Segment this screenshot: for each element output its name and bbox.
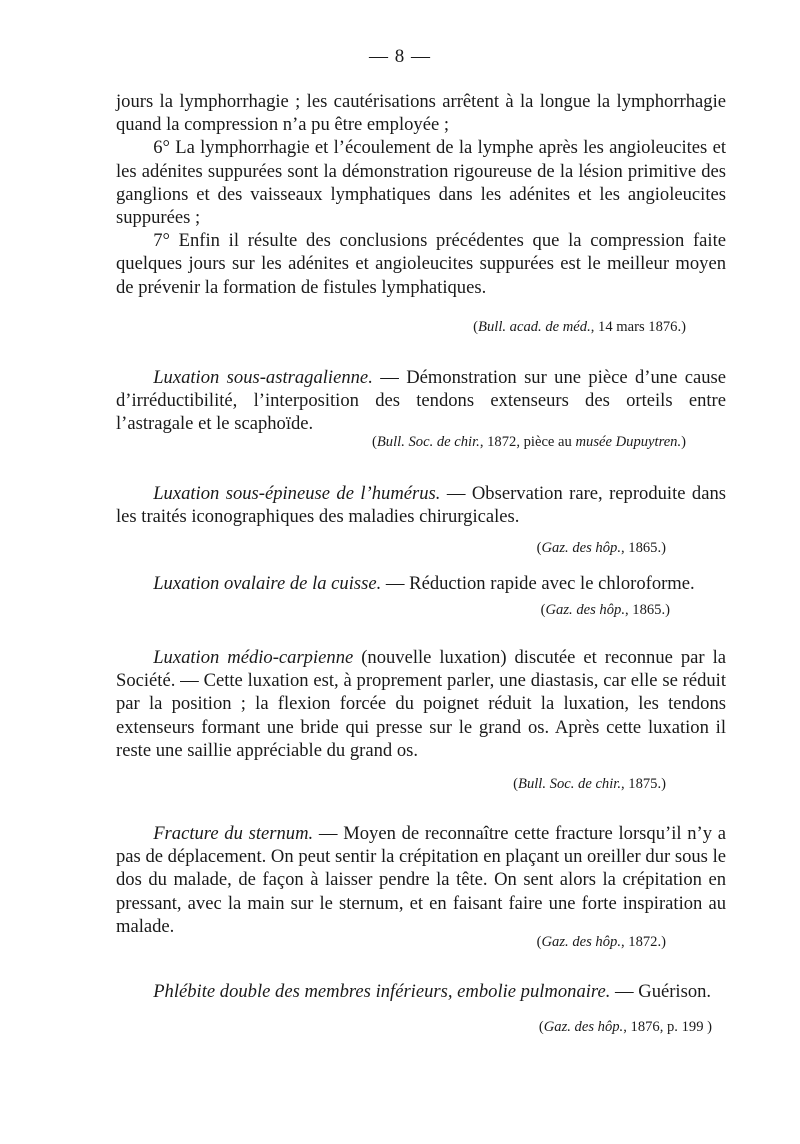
citation-7: (Gaz. des hôp., 1876, p. 199 ) xyxy=(538,1019,712,1035)
section-title: Luxation sous-astragalienne. xyxy=(153,367,373,388)
citation-source: Gaz. des hôp. xyxy=(541,540,621,556)
page-number: — 8 — xyxy=(369,46,431,67)
citation-5: (Bull. Soc. de chir., 1875.) xyxy=(513,776,666,792)
section-body: — Observation rare, reproduite dans les traités iconographiques des maladies chirurgicales. xyxy=(116,483,727,528)
section-title: Luxation ovalaire de la cuisse. xyxy=(153,573,382,594)
citation-date: 1875. xyxy=(628,776,662,792)
citation-1: (Bull. acad. de méd., 14 mars 1876.) xyxy=(473,319,686,335)
section-title: Luxation sous-épineuse de l’humérus. xyxy=(153,483,441,504)
section-luxation-sous-epineuse xyxy=(116,482,726,528)
intro-paragraph-3: 7° Enfin il résulte des conclusions précédentes que la compression faite quelques jours sur les adénites et angioleucites suppurées est le meilleur moyen de prévenir la formation de fistules lymphatiques. xyxy=(116,230,726,298)
section-body: — Démonstration sur une pièce d’une cause d’irréductibilité, l’interposition des tendons extenseurs des orteils entre l’astragale et le scaphoïde. xyxy=(116,367,726,435)
citation-date: 1872. xyxy=(628,934,662,950)
section-body: — Guérison. xyxy=(610,981,712,1002)
section-title: Phlébite double des membres inférieurs, embolie pulmonaire. xyxy=(153,981,611,1002)
section-phlebite-double xyxy=(116,980,726,1003)
section-body: (nouvelle luxation) discutée et reconnue par la Société. — Cette luxation est, à proprement parler, une diastasis, car elle se réduit par la position ; la flexion forcée du poignet réduit la luxation, les tendons extenseurs formant une bride qui presse sur le grand os. Après cette luxation il reste une saillie appréciable du grand os. xyxy=(116,647,726,761)
citation-4: (Gaz. des hôp., 1865.) xyxy=(540,602,670,618)
citation-date: 14 mars 1876. xyxy=(598,319,682,335)
citation-detail: 1876, p. 199 xyxy=(630,1019,704,1035)
citation-source: Gaz. des hôp. xyxy=(545,602,625,618)
citation-6: (Gaz. des hôp., 1872.) xyxy=(536,934,666,950)
citation-detail: 1872, pièce au xyxy=(487,434,572,450)
section-luxation-medio-carpienne xyxy=(116,646,726,762)
intro-block xyxy=(116,90,726,299)
citation-source: Gaz. des hôp. xyxy=(543,1019,624,1035)
section-luxation-sous-astragalienne xyxy=(116,366,726,436)
section-luxation-ovalaire xyxy=(116,572,726,595)
section-title: Luxation médio-carpienne xyxy=(153,647,354,668)
citation-museum: musée Dupuytren. xyxy=(575,434,682,450)
citation-3: (Gaz. des hôp., 1865.) xyxy=(536,540,666,556)
section-title: Fracture du sternum. xyxy=(153,823,314,844)
section-body: — Moyen de reconnaître cette fracture lorsqu’il n’y a pas de déplacement. On peut sentir la crépitation en plaçant un oreiller dur sous le dos du malade, de façon à laisser pendre la tête. On sent alors la crépitation en pressant, avec la main sur le sternum, et en faisant faire une forte inspiration au malade. xyxy=(116,823,726,937)
intro-paragraph-2: 6° La lymphorrhagie et l’écoulement de la lymphe après les angioleucites et les adénites suppurées sont la démonstration rigoureuse de la lésion primitive des ganglions et des vaisseaux lymphatiques dans les adénites et les angioleucites suppurées ; xyxy=(116,137,726,229)
citation-source: Bull. Soc. de chir. xyxy=(376,434,480,450)
intro-paragraph-1: jours la lymphorrhagie ; les cautérisations arrêtent à la longue la lymphorrhagie quand la compression n’a pu être employée ; xyxy=(116,91,726,136)
citation-source: Bull. Soc. de chir. xyxy=(518,776,621,792)
citation-date: 1865. xyxy=(628,540,662,556)
section-body: — Réduction rapide avec le chloroforme. xyxy=(381,573,695,594)
citation-2: (Bull. Soc. de chir., 1872, pièce au musée Dupuytren.) xyxy=(372,434,686,450)
citation-source: Gaz. des hôp. xyxy=(541,934,621,950)
section-fracture-du-sternum xyxy=(116,822,726,938)
citation-source: Bull. acad. de méd. xyxy=(478,319,591,335)
citation-date: 1865. xyxy=(632,602,666,618)
